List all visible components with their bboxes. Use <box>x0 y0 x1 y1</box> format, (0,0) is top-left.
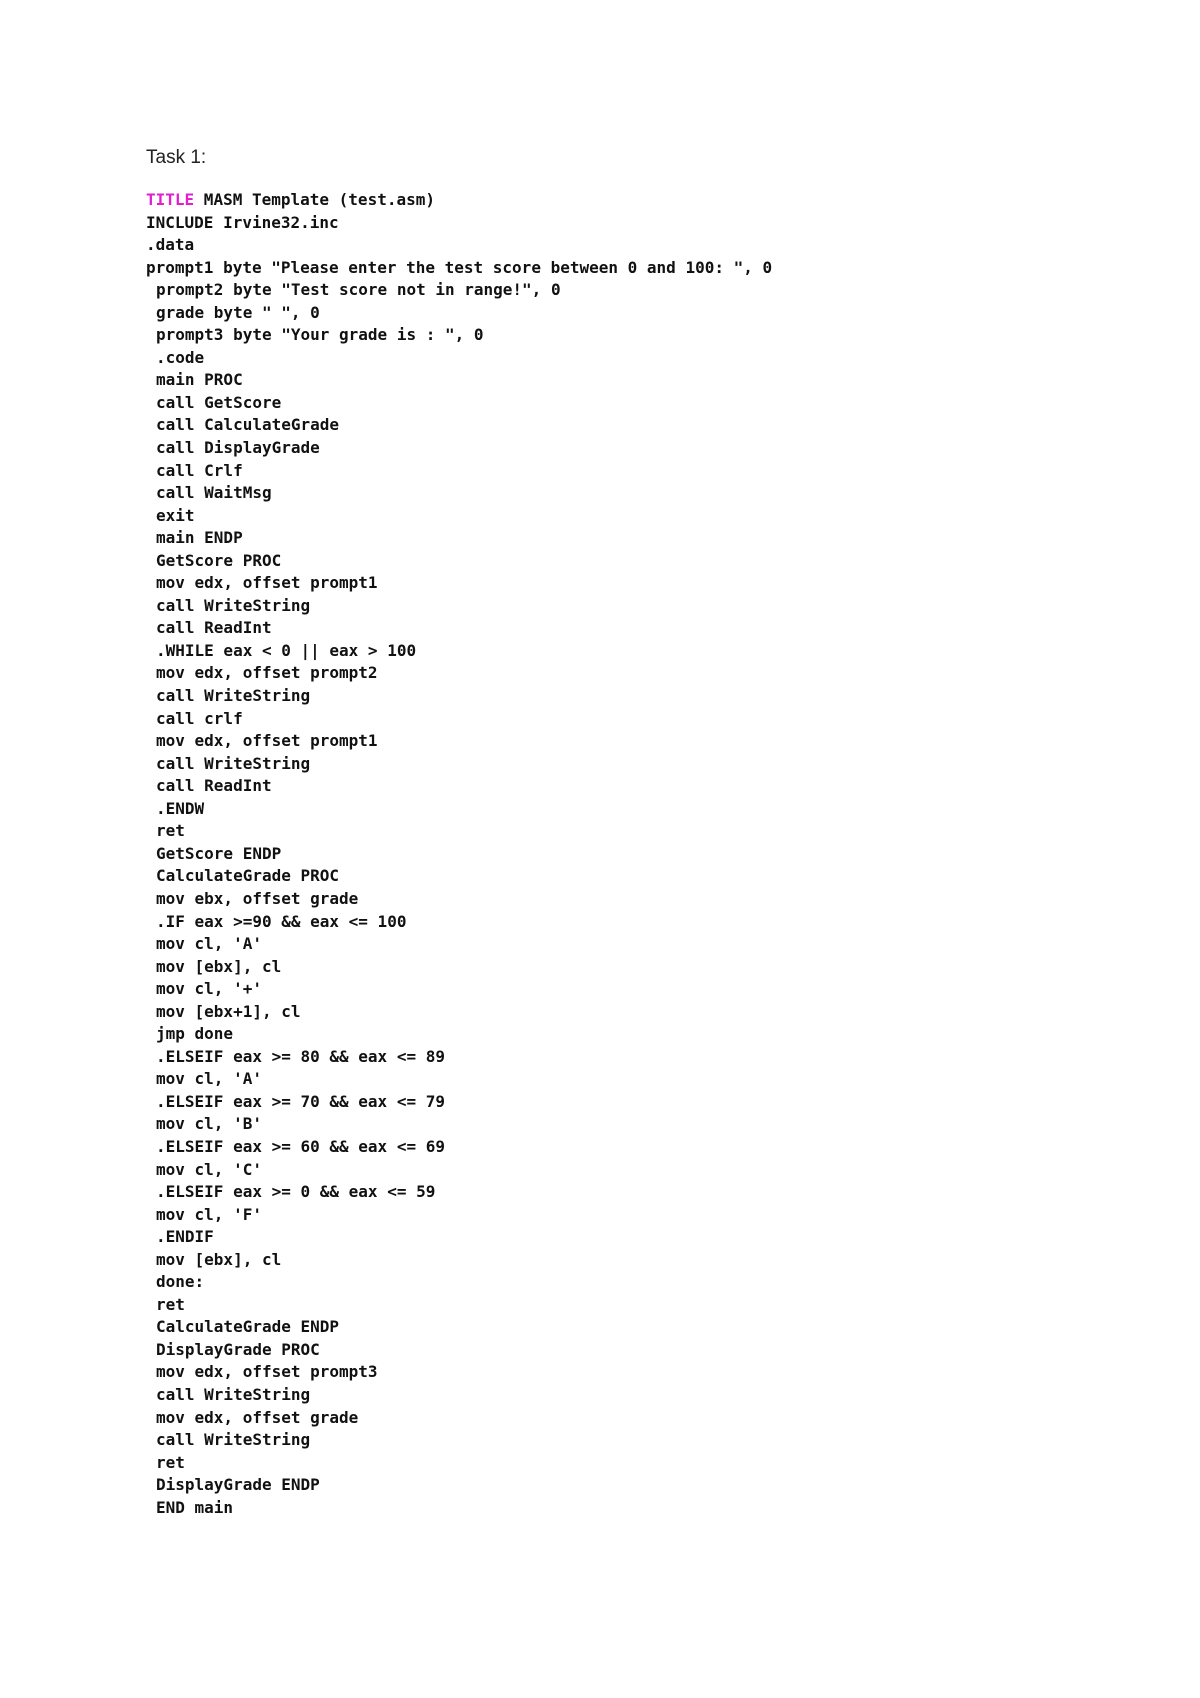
code-line: call WriteString <box>156 1384 311 1404</box>
code-line: .WHILE eax < 0 || eax > 100 <box>156 640 417 660</box>
code-listing <box>146 189 1146 1519</box>
code-line: .ENDIF <box>156 1227 214 1247</box>
code-line: .code <box>156 347 205 367</box>
code-line: call WriteString <box>156 686 311 706</box>
code-line: call ReadInt <box>156 618 272 638</box>
code-line: call DisplayGrade <box>156 438 320 458</box>
code-line: jmp done <box>156 1024 234 1044</box>
title-text: MASM Template (test.asm) <box>194 190 435 209</box>
code-line: mov edx, offset prompt3 <box>156 1362 378 1382</box>
code-line: call WriteString <box>156 1430 311 1450</box>
code-line: .ENDW <box>156 798 205 818</box>
code-line: mov cl, 'A' <box>156 934 262 954</box>
code-line: prompt1 byte "Please enter the test score between 0 and 100: ", 0 <box>146 257 773 277</box>
code-line: call WaitMsg <box>156 483 272 503</box>
code-line: prompt2 byte "Test score not in range!", 0 <box>156 280 561 300</box>
code-line: CalculateGrade PROC <box>156 866 340 886</box>
code-line: DisplayGrade PROC <box>156 1339 320 1359</box>
code-line: CalculateGrade ENDP <box>156 1317 340 1337</box>
code-line: GetScore PROC <box>156 550 282 570</box>
code-line: main ENDP <box>156 528 243 548</box>
task-heading: Task 1: <box>146 147 207 168</box>
code-line: .ELSEIF eax >= 70 && eax <= 79 <box>156 1091 445 1111</box>
code-line: INCLUDE Irvine32.inc <box>146 212 339 232</box>
code-line: .IF eax >=90 && eax <= 100 <box>156 911 407 931</box>
code-line: .ELSEIF eax >= 80 && eax <= 89 <box>156 1046 445 1066</box>
code-line: prompt3 byte "Your grade is : ", 0 <box>156 325 484 345</box>
code-line: mov edx, offset prompt2 <box>156 663 378 683</box>
code-line: mov edx, offset grade <box>156 1407 359 1427</box>
code-line: done: <box>156 1272 205 1292</box>
code-line: mov ebx, offset grade <box>156 888 359 908</box>
code-line: mov edx, offset prompt1 <box>156 731 378 751</box>
code-line-title <box>146 189 1146 212</box>
code-line: mov cl, 'B' <box>156 1114 262 1134</box>
code-line: call WriteString <box>156 753 311 773</box>
code-line: call CalculateGrade <box>156 415 340 435</box>
code-line: call Crlf <box>156 460 243 480</box>
code-line: grade byte " ", 0 <box>156 302 320 322</box>
code-line: call WriteString <box>156 595 311 615</box>
code-line: mov edx, offset prompt1 <box>156 573 378 593</box>
code-line: mov cl, 'F' <box>156 1204 262 1224</box>
code-line: call ReadInt <box>156 776 272 796</box>
code-line: .ELSEIF eax >= 60 && eax <= 69 <box>156 1136 445 1156</box>
code-line: mov cl, '+' <box>156 979 262 999</box>
code-line: ret <box>156 821 185 841</box>
code-line: call GetScore <box>156 392 282 412</box>
title-keyword: TITLE <box>146 190 195 209</box>
code-line: ret <box>156 1294 185 1314</box>
code-line: mov cl, 'A' <box>156 1069 262 1089</box>
code-line: mov cl, 'C' <box>156 1159 262 1179</box>
code-line: END main <box>156 1497 234 1517</box>
code-line: mov [ebx+1], cl <box>156 1001 301 1021</box>
code-line: mov [ebx], cl <box>156 956 282 976</box>
code-line: mov [ebx], cl <box>156 1249 282 1269</box>
code-line: .ELSEIF eax >= 0 && eax <= 59 <box>156 1182 436 1202</box>
code-line: .data <box>146 235 195 255</box>
code-line: exit <box>156 505 195 525</box>
code-line: main PROC <box>156 370 243 390</box>
code-line: call crlf <box>156 708 243 728</box>
code-line: ret <box>156 1452 185 1472</box>
code-line: GetScore ENDP <box>156 843 282 863</box>
code-line: DisplayGrade ENDP <box>156 1475 320 1495</box>
